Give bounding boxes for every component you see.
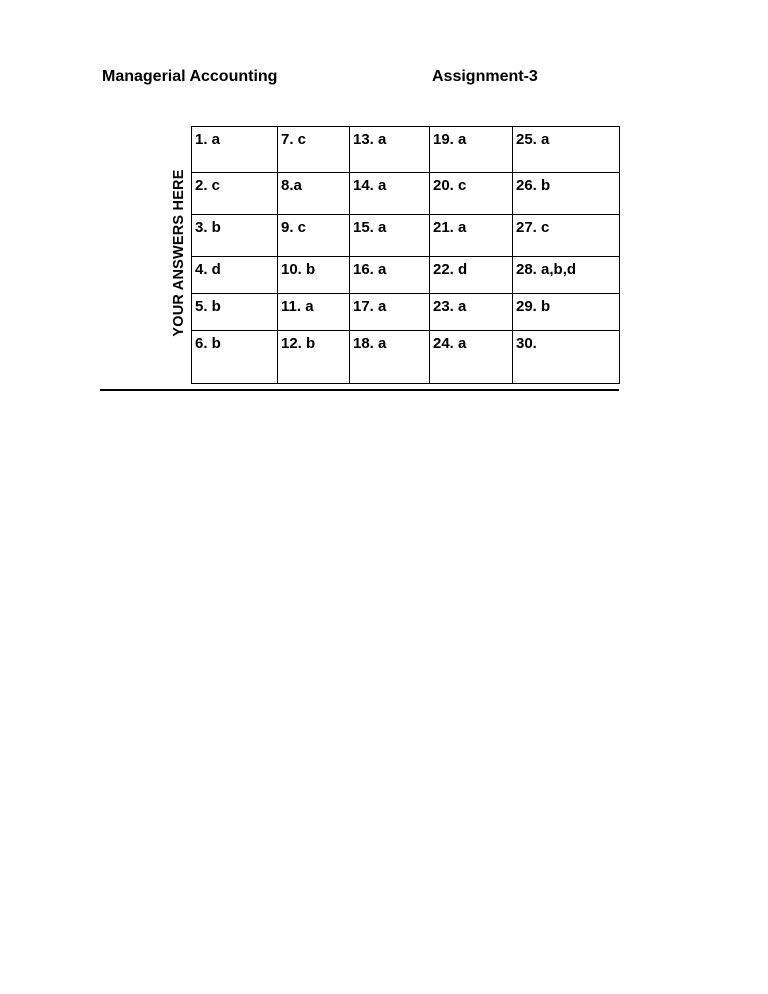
answer-cell: 27. c [513, 215, 620, 257]
answer-cell: 9. c [278, 215, 350, 257]
answer-cell: 30. [513, 331, 620, 384]
answer-cell: 7. c [278, 127, 350, 173]
answer-cell: 24. a [430, 331, 513, 384]
answer-row [192, 257, 620, 294]
assignment-title: Assignment-3 [432, 68, 538, 85]
answer-grid [191, 126, 620, 384]
answer-cell: 13. a [350, 127, 430, 173]
answer-row [192, 127, 620, 173]
answer-row [192, 215, 620, 257]
answer-cell: 5. b [192, 294, 278, 331]
answer-cell: 8.a [278, 173, 350, 215]
answer-cell: 2. c [192, 173, 278, 215]
answer-row [192, 331, 620, 384]
answer-cell: 17. a [350, 294, 430, 331]
answer-cell: 18. a [350, 331, 430, 384]
answer-cell: 12. b [278, 331, 350, 384]
answer-row [192, 173, 620, 215]
answer-cell: 6. b [192, 331, 278, 384]
answer-cell: 20. c [430, 173, 513, 215]
answer-cell: 4. d [192, 257, 278, 294]
answer-cell: 25. a [513, 127, 620, 173]
answers-side-label: YOUR ANSWERS HERE [171, 169, 187, 337]
answer-cell: 23. a [430, 294, 513, 331]
answer-cell: 22. d [430, 257, 513, 294]
answer-cell: 26. b [513, 173, 620, 215]
answer-cell: 28. a,b,d [513, 257, 620, 294]
answer-cell: 1. a [192, 127, 278, 173]
answer-cell: 3. b [192, 215, 278, 257]
answer-cell: 15. a [350, 215, 430, 257]
horizontal-divider [100, 389, 619, 391]
answer-cell: 14. a [350, 173, 430, 215]
answer-cell: 11. a [278, 294, 350, 331]
answer-cell: 29. b [513, 294, 620, 331]
course-title: Managerial Accounting [102, 68, 278, 85]
answer-row [192, 294, 620, 331]
answer-cell: 16. a [350, 257, 430, 294]
answer-cell: 10. b [278, 257, 350, 294]
answer-cell: 21. a [430, 215, 513, 257]
answer-cell: 19. a [430, 127, 513, 173]
